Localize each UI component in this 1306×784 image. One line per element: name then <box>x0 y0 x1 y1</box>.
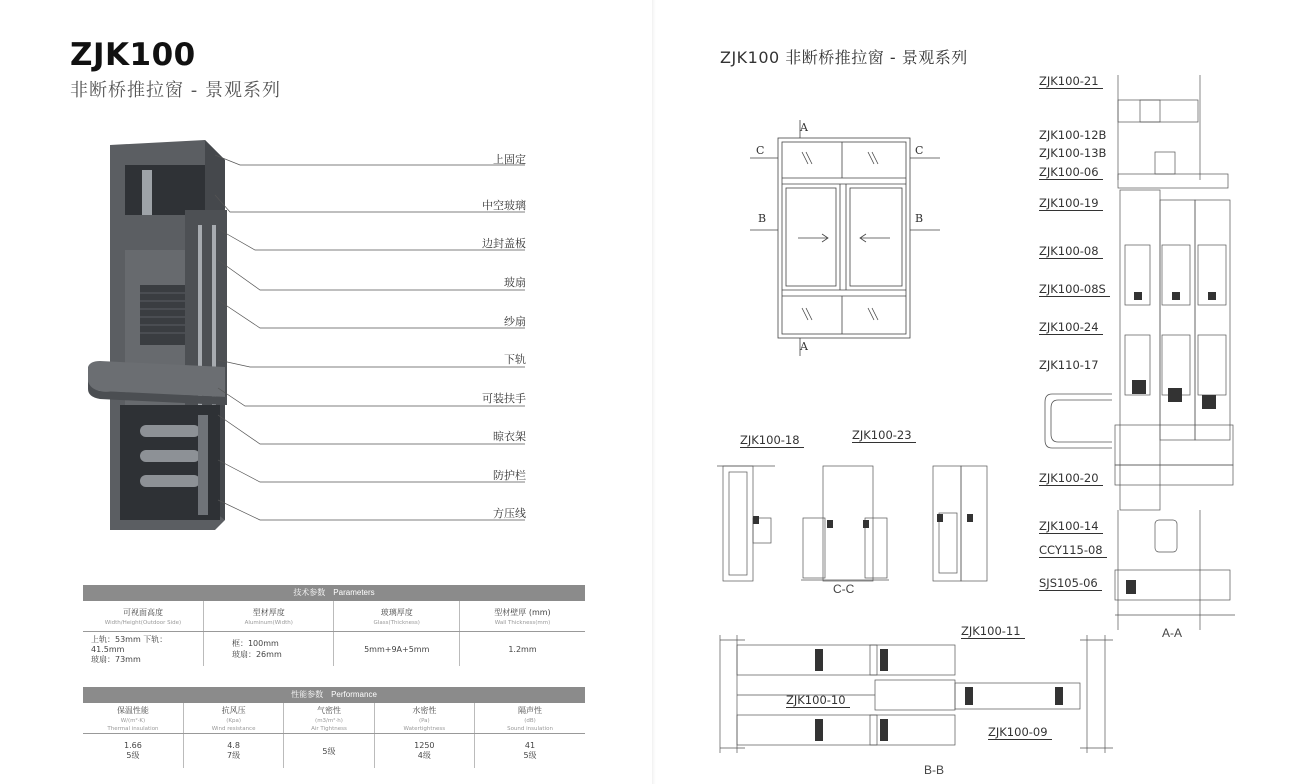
section-bb-drawing <box>715 635 1115 755</box>
callout-top-fixed: 上固定 <box>493 153 526 166</box>
right-page-title: ZJK100 非断桥推拉窗 - 景观系列 <box>720 48 968 67</box>
section-cc-title: C-C <box>833 582 855 596</box>
mark-c-left: C <box>756 144 765 157</box>
aa-label: ZJK100-21 <box>1039 74 1103 89</box>
tech-header: 型材厚度 <box>252 607 285 617</box>
aa-label: ZJK110-17 <box>1039 358 1099 372</box>
section-aa-drawing <box>1110 70 1260 630</box>
mark-b-left: B <box>758 212 767 225</box>
perf-header: 保温性能 <box>116 705 149 715</box>
perf-value: 5级 <box>523 751 537 760</box>
tech-value: 5mm+9A+5mm <box>364 644 430 654</box>
cc-label: ZJK100-23 <box>852 428 916 443</box>
bb-label: ZJK100-10 <box>786 693 850 708</box>
tech-header: 型材壁厚 (mm) <box>494 607 551 617</box>
mark-a-bottom: A <box>800 340 808 353</box>
callout-drying-rack: 晾衣架 <box>493 430 526 443</box>
bb-label: ZJK100-09 <box>988 725 1052 740</box>
tech-value: 玻扇：26mm <box>231 650 282 659</box>
aa-label: ZJK100-24 <box>1039 320 1103 335</box>
tech-header: 玻璃厚度 <box>380 607 413 617</box>
section-aa-title: A-A <box>1162 626 1183 640</box>
callout-handrail: 可装扶手 <box>482 392 526 405</box>
window-elevation <box>750 120 940 360</box>
aa-label: ZJK100-14 <box>1039 519 1103 534</box>
aa-label: ZJK100-06 <box>1039 165 1103 180</box>
callout-insulated-glass: 中空玻璃 <box>482 199 526 212</box>
mark-c-right: C <box>915 144 924 157</box>
page-subtitle: 非断桥推拉窗 - 景观系列 <box>70 80 281 101</box>
tech-value: 上轨：53mm 下轨：41.5mm <box>91 634 168 654</box>
perf-header: 隔声性 <box>518 705 543 715</box>
perf-header: 气密性 <box>316 705 341 715</box>
perf-value: 1250 <box>414 741 435 750</box>
aa-label: SJS105-06 <box>1039 576 1102 591</box>
perf-header: 抗风压 <box>221 705 246 715</box>
aa-label: ZJK100-19 <box>1039 196 1103 211</box>
aa-label: ZJK100-20 <box>1039 471 1103 486</box>
perf-value: 41 <box>524 741 536 750</box>
tech-header: 可视面高度 <box>122 607 163 617</box>
perf-value: 4级 <box>417 751 431 760</box>
aa-label: ZJK100-13B <box>1039 146 1107 160</box>
tech-value: 玻扇：73mm <box>91 654 141 664</box>
tech-value: 框：100mm <box>231 639 279 648</box>
page-fold <box>652 0 656 784</box>
callout-glazing-bead: 方压线 <box>493 507 526 520</box>
section-cc-drawing <box>715 458 1005 583</box>
perf-header: 水密性 <box>412 705 437 715</box>
aa-label: ZJK100-08S <box>1039 282 1110 297</box>
tech-params-table: 技术参数 Parameters 可视面高度 Width/Height(Outdoor Side) 型材厚度 Aluminum(Width) 玻璃厚度 Glass(Thickness) 型材壁厚 (mm) Wall Thickness(mm) 上轨：53mm 下轨：41.5mm 玻扇：73mm 框：100mm 玻扇：26mm 5mm+9A+5mm 1.2mm <box>83 585 585 666</box>
bb-label: ZJK100-11 <box>961 624 1025 639</box>
page-title: ZJK100 <box>70 37 196 73</box>
performance-heading: 性能参数 Performance <box>83 687 585 703</box>
tech-params-heading: 技术参数 Parameters <box>83 585 585 601</box>
callout-glass-sash: 玻扇 <box>504 276 526 289</box>
callout-bottom-rail: 下轨 <box>504 353 526 366</box>
handrail-profile <box>1040 390 1115 455</box>
aa-label: ZJK100-12B <box>1039 128 1107 142</box>
mark-a-top: A <box>800 121 808 134</box>
aa-label: CCY115-08 <box>1039 543 1107 558</box>
callout-edge-cover: 边封盖板 <box>482 237 526 250</box>
perf-value: 5级 <box>322 746 336 756</box>
mark-b-right: B <box>915 212 924 225</box>
perf-value: 7级 <box>227 751 241 760</box>
cc-label: ZJK100-18 <box>740 433 804 448</box>
perf-value: 4.8 <box>227 741 240 750</box>
perf-value: 1.66 <box>124 741 142 750</box>
tech-value: 1.2mm <box>508 644 537 654</box>
aa-label: ZJK100-08 <box>1039 244 1103 259</box>
section-bb-title: B-B <box>924 763 945 777</box>
perf-value: 5级 <box>126 751 140 760</box>
performance-table: 性能参数 Performance 保温性能 W/(m²·K) Thermal insulation 抗风压 (Kpa) Wind resistance 气密性 (m3/m²·h) Air Tightness 水密性 (Pa) Watertightness 隔声性 (dB) Sound insulation 1.66 5级 4.8 7级 5级 1250 4级 41 5级 <box>83 687 585 768</box>
callout-screen-sash: 纱扇 <box>504 315 526 328</box>
callout-guardrail: 防护栏 <box>493 469 526 482</box>
